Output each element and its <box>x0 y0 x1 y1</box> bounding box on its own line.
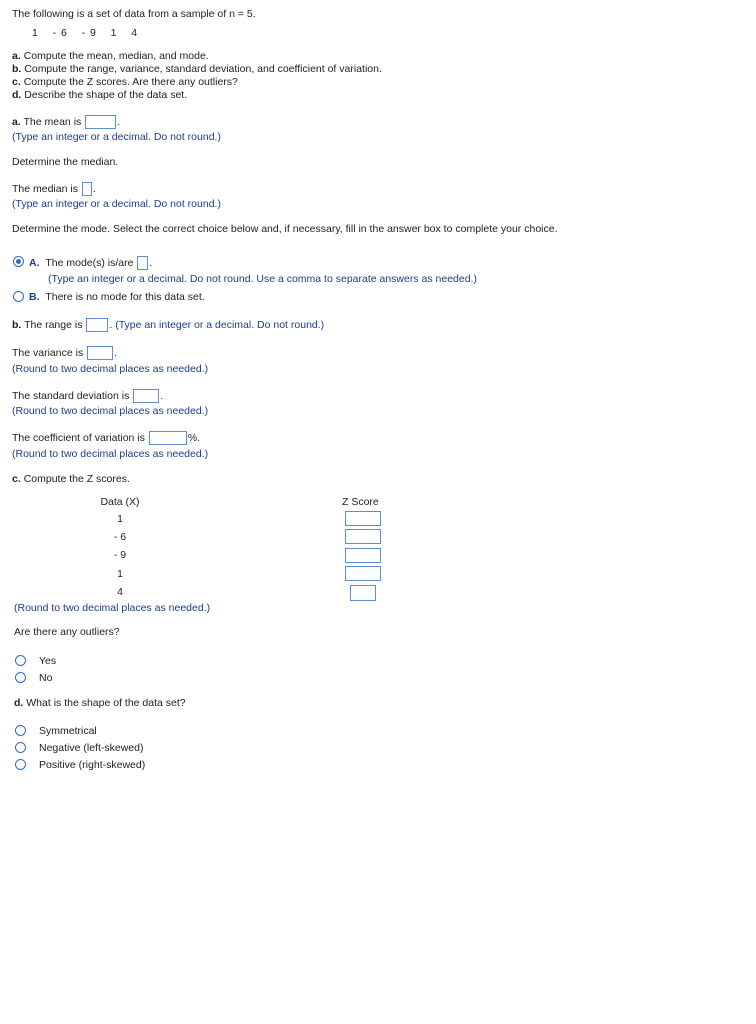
dataset-values <box>32 27 137 40</box>
range-row: b. The range is . (Type an integer or a decimal. Do not round.) <box>12 318 325 331</box>
variance-input[interactable] <box>87 346 113 360</box>
mode-option-a[interactable]: A. The mode(s) is/are . <box>29 256 153 269</box>
intro-text: The following is a set of data from a sample of n = 5. <box>12 8 256 20</box>
outliers-no-radio[interactable] <box>15 672 26 683</box>
dataset-value: - 9 <box>81 27 96 39</box>
variance-row: The variance is . <box>12 346 118 359</box>
mode-option-b-radio[interactable] <box>13 291 24 302</box>
dataset-value: 1 <box>32 27 38 39</box>
range-hint: (Type an integer or a decimal. Do not round.) <box>115 318 325 331</box>
mean-input[interactable] <box>85 115 116 129</box>
mode-option-b[interactable]: B. There is no mode for this data set. <box>29 291 205 303</box>
variance-hint: (Round to two decimal places as needed.) <box>12 363 209 375</box>
shape-positive-radio[interactable] <box>15 759 26 770</box>
zscore-input[interactable] <box>345 566 381 581</box>
stddev-row: The standard deviation is . <box>12 389 164 402</box>
mode-option-a-hint: (Type an integer or a decimal. Do not round. Use a comma to separate answers as needed.) <box>48 273 477 285</box>
shape-symmetrical-label[interactable]: Symmetrical <box>39 725 97 737</box>
outliers-no-label[interactable]: No <box>39 672 53 684</box>
shape-negative-label[interactable]: Negative (left-skewed) <box>39 742 144 754</box>
mean-row: a. The mean is . <box>12 115 121 128</box>
outliers-question: Are there any outliers? <box>14 626 120 638</box>
median-input[interactable] <box>82 182 92 196</box>
zscores-col-data-header: Data (X) <box>100 496 140 508</box>
zscore-input[interactable] <box>350 585 376 601</box>
outliers-yes-radio[interactable] <box>15 655 26 666</box>
mean-hint: (Type an integer or a decimal. Do not round.) <box>12 131 221 143</box>
shape-question: d. What is the shape of the data set? <box>14 697 186 709</box>
zscores-title: c. Compute the Z scores. <box>12 473 130 485</box>
zscore-input[interactable] <box>345 529 381 544</box>
mode-prompt: Determine the mode. Select the correct choice below and, if necessary, fill in the answer box to complete your choice. <box>12 223 558 235</box>
cv-hint: (Round to two decimal places as needed.) <box>12 448 209 460</box>
shape-negative-radio[interactable] <box>15 742 26 753</box>
dataset-value: - 6 <box>52 27 67 39</box>
outliers-yes-label[interactable]: Yes <box>39 655 57 667</box>
median-hint: (Type an integer or a decimal. Do not round.) <box>12 198 221 210</box>
cv-input[interactable] <box>149 431 187 445</box>
zscore-input[interactable] <box>345 511 381 526</box>
dataset-value: 4 <box>131 27 138 39</box>
mode-input[interactable] <box>137 256 148 270</box>
mode-option-a-radio[interactable] <box>13 256 24 267</box>
shape-positive-label[interactable]: Positive (right-skewed) <box>39 759 146 771</box>
zscores-data-cell: 1 <box>117 568 123 580</box>
task-d: d. Describe the shape of the data set. <box>12 89 188 101</box>
task-b: b. Compute the range, variance, standard deviation, and coefficient of variation. <box>12 63 382 75</box>
median-prompt: Determine the median. <box>12 156 119 168</box>
shape-symmetrical-radio[interactable] <box>15 725 26 736</box>
task-c: c. Compute the Z scores. Are there any outliers? <box>12 76 238 88</box>
median-row: The median is . <box>12 182 96 195</box>
stddev-input[interactable] <box>133 389 159 403</box>
zscores-data-cell: 1 <box>117 513 123 525</box>
zscores-col-z-header: Z Score <box>342 496 379 508</box>
range-input[interactable] <box>86 318 108 332</box>
zscores-data-cell: 4 <box>117 586 123 598</box>
zscores-hint: (Round to two decimal places as needed.) <box>14 602 211 614</box>
stddev-hint: (Round to two decimal places as needed.) <box>12 405 209 417</box>
dataset-value: 1 <box>110 27 117 39</box>
cv-row: The coefficient of variation is %. <box>12 431 201 444</box>
zscore-input[interactable] <box>345 548 381 563</box>
zscores-data-cell: - 6 <box>113 531 127 543</box>
task-a: a. Compute the mean, median, and mode. <box>12 50 209 62</box>
zscores-data-cell: - 9 <box>113 549 127 561</box>
